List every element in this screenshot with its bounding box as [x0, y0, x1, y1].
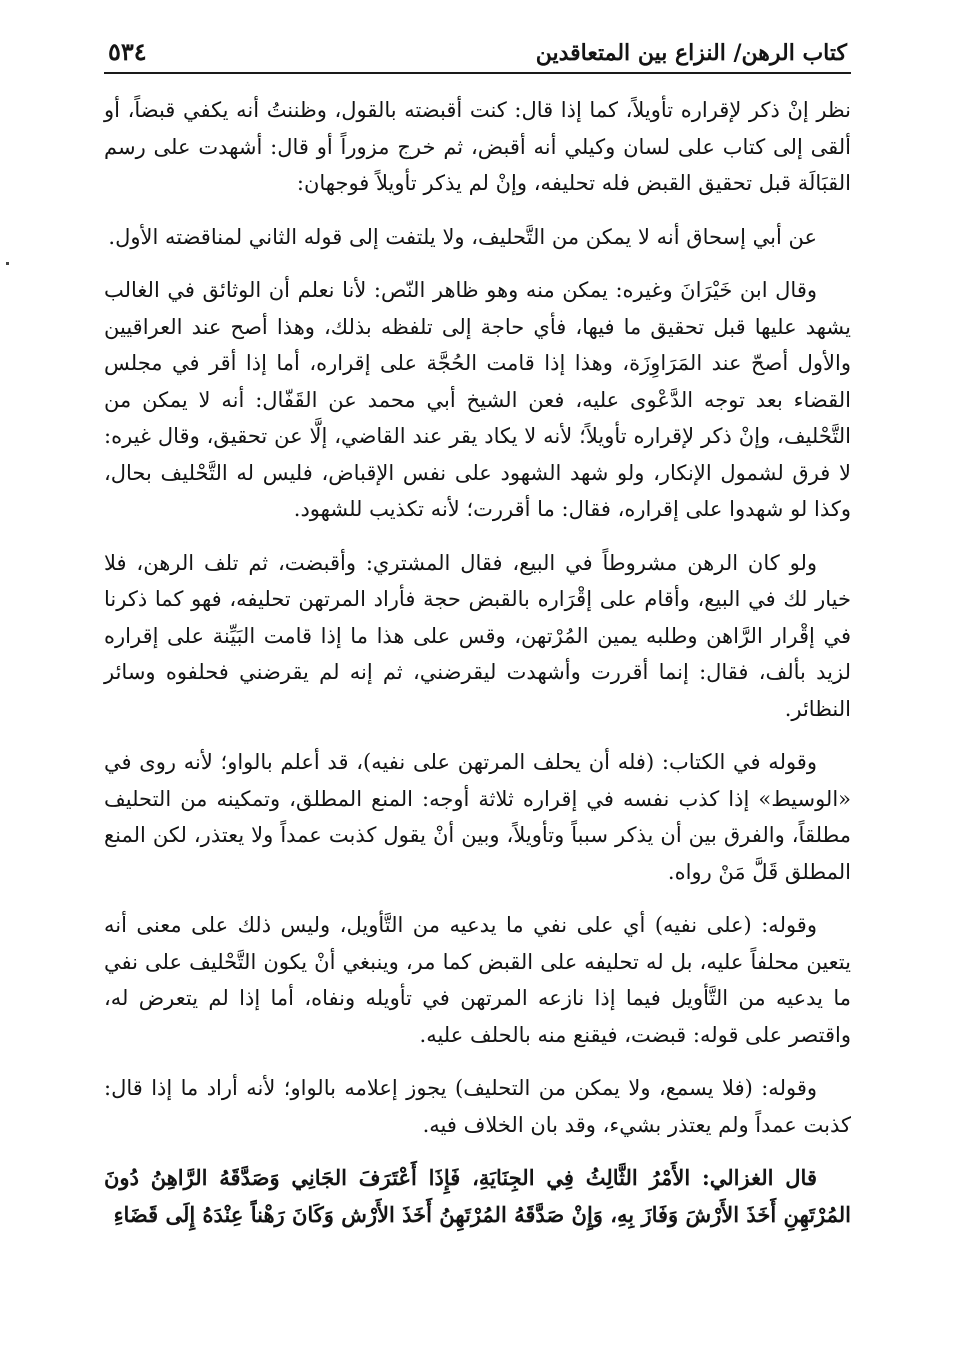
body-text [104, 92, 851, 1233]
paragraph: وقوله: (فلا يسمع، ولا يمكن من التحليف) يجوز إعلامه بالواو؛ لأنه أراد ما إذا قال: كذبت عمداً ولم يعتذر بشيء، وقد بان الخلاف فيه. [104, 1076, 851, 1137]
running-head [104, 28, 851, 74]
quoted-text-paragraph: قال الغزالي: الأَمْرُ الثَّالِثُ فِي الجِنَايَةِ، فَإِذَا أَعْتَرَفَ الجَانِي وَصَدَّقَهُ الرَّاهِنُ دُونَ المُرْتَهِنِ أَخَذَ الأَرْشَ وَفَازَ بِهِ، وَإِنْ صَدَّقَهُ المُرْتَهِنُ أَخَذَ الأَرْش وَكَانَ رَهْناً عِنْدَهُ إِلَى قَضَاءِ [104, 1165, 851, 1227]
page-number: ٥٣٤ [108, 37, 147, 66]
paragraph: وقوله: (على نفيه) أي على نفي ما يدعيه من التَّأويل، وليس ذلك على معنى أنه يتعين محلفاً عليه، بل له تحليفه على القبض كما مر، وينبغي أنْ يكون التَّحْليف على نفي ما يدعيه من التَّأويل فيما إذا نازعه المرتهن في تأويله ونفاه، أما إذا لم يتعرض له، واقتصر على قوله: قبضت، فيقنع منه بالحلف عليه. [104, 913, 851, 1047]
paragraph: نظر إنْ ذكر لإقراره تأويلاً، كما إذا قال: كنت أقبضته بالقول، وظننتُ أنه يكفي قبضاً، أو ألقى إلى كتاب على لسان وكيلي أنه أقبض، ثم خرج مزوراً أو قال: أشهدت على رسم القبَالَة قبل تحقيق القبض فله تحليفه، وإنْ لم يذكر تأويلاً فوجهان: [104, 98, 851, 195]
paragraph: وقوله في الكتاب: (فله أن يحلف المرتهن على نفيه)، قد أعلم بالواو؛ لأنه روى في «الوسيط» إذا كذب نفسه في إقراره ثلاثة أوجه: المنع المطلق، وتمكينه من التحليف مطلقاً، والفرق بين أن يذكر سبباً وتأويلاً، وبين أنْ يقول كذبت عمداً ولا يعتذر، لكن المنع المطلق قَلَّ مَنْ رواه. [104, 750, 851, 884]
paragraph: عن أبي إسحاق أنه لا يمكن من التَّحليف، ولا يلتفت إلى قوله الثاني لمناقضته الأول. [108, 224, 817, 249]
paragraph: ولو كان الرهن مشروطاً في البيع، فقال المشتري: وأقبضت، ثم تلف الرهن، فلا خيار لك في البيع، وأقام على إقْرَاره بالقبض حجة فأراد المرتهن تحليفه، فهو كما ذكرنا في إقْرار الرَّاهن وطلبه يمين المُرْتهن، وقس على هذا ما إذا قامت البَيِّنة على إقراره لزيد بألف، فقال: إنما أقررت وأشهدت ليقرضني، ثم إنه لم يقرضني فحلفوه وسائر النظائر. [104, 550, 851, 721]
paragraph: وقال ابن خَيْرَانَ وغيره: يمكن منه وهو ظاهر النّص: لأنا نعلم أن الوثائق في الغالب يشهد عليها قبل تحقيق ما فيها، فأي حاجة إلى تلفظه بذلك، وهذا أصح عند العراقيين والأول أصحّ عند المَرَاوِزَة، وهذا إذا قامت الحُجَّة على إقراره، أما إذا أقر في مجلس القضاء بعد توجه الدَّعْوى عليه، فعن الشيخ أبي محمد عن القَفّال: أنه لا يمكن من التَّحْليف، وإنْ ذكر لإقراره تأويلاً؛ لأنه لا يكاد يقر عند القاضي، إلَّا عن تحقيق، وقال غيره: لا فرق لشمول الإنكار، ولو شهد الشهود على نفس الإقباض، فليس له التَّحْليف بحال، وكذا لو شهدوا على إقراره، فقال: ما أقررت؛ لأنه تكذيب للشهود. [104, 278, 851, 521]
scan-speck [6, 262, 9, 265]
running-title: كتاب الرهن/ النزاع بين المتعاقدين [535, 40, 847, 66]
